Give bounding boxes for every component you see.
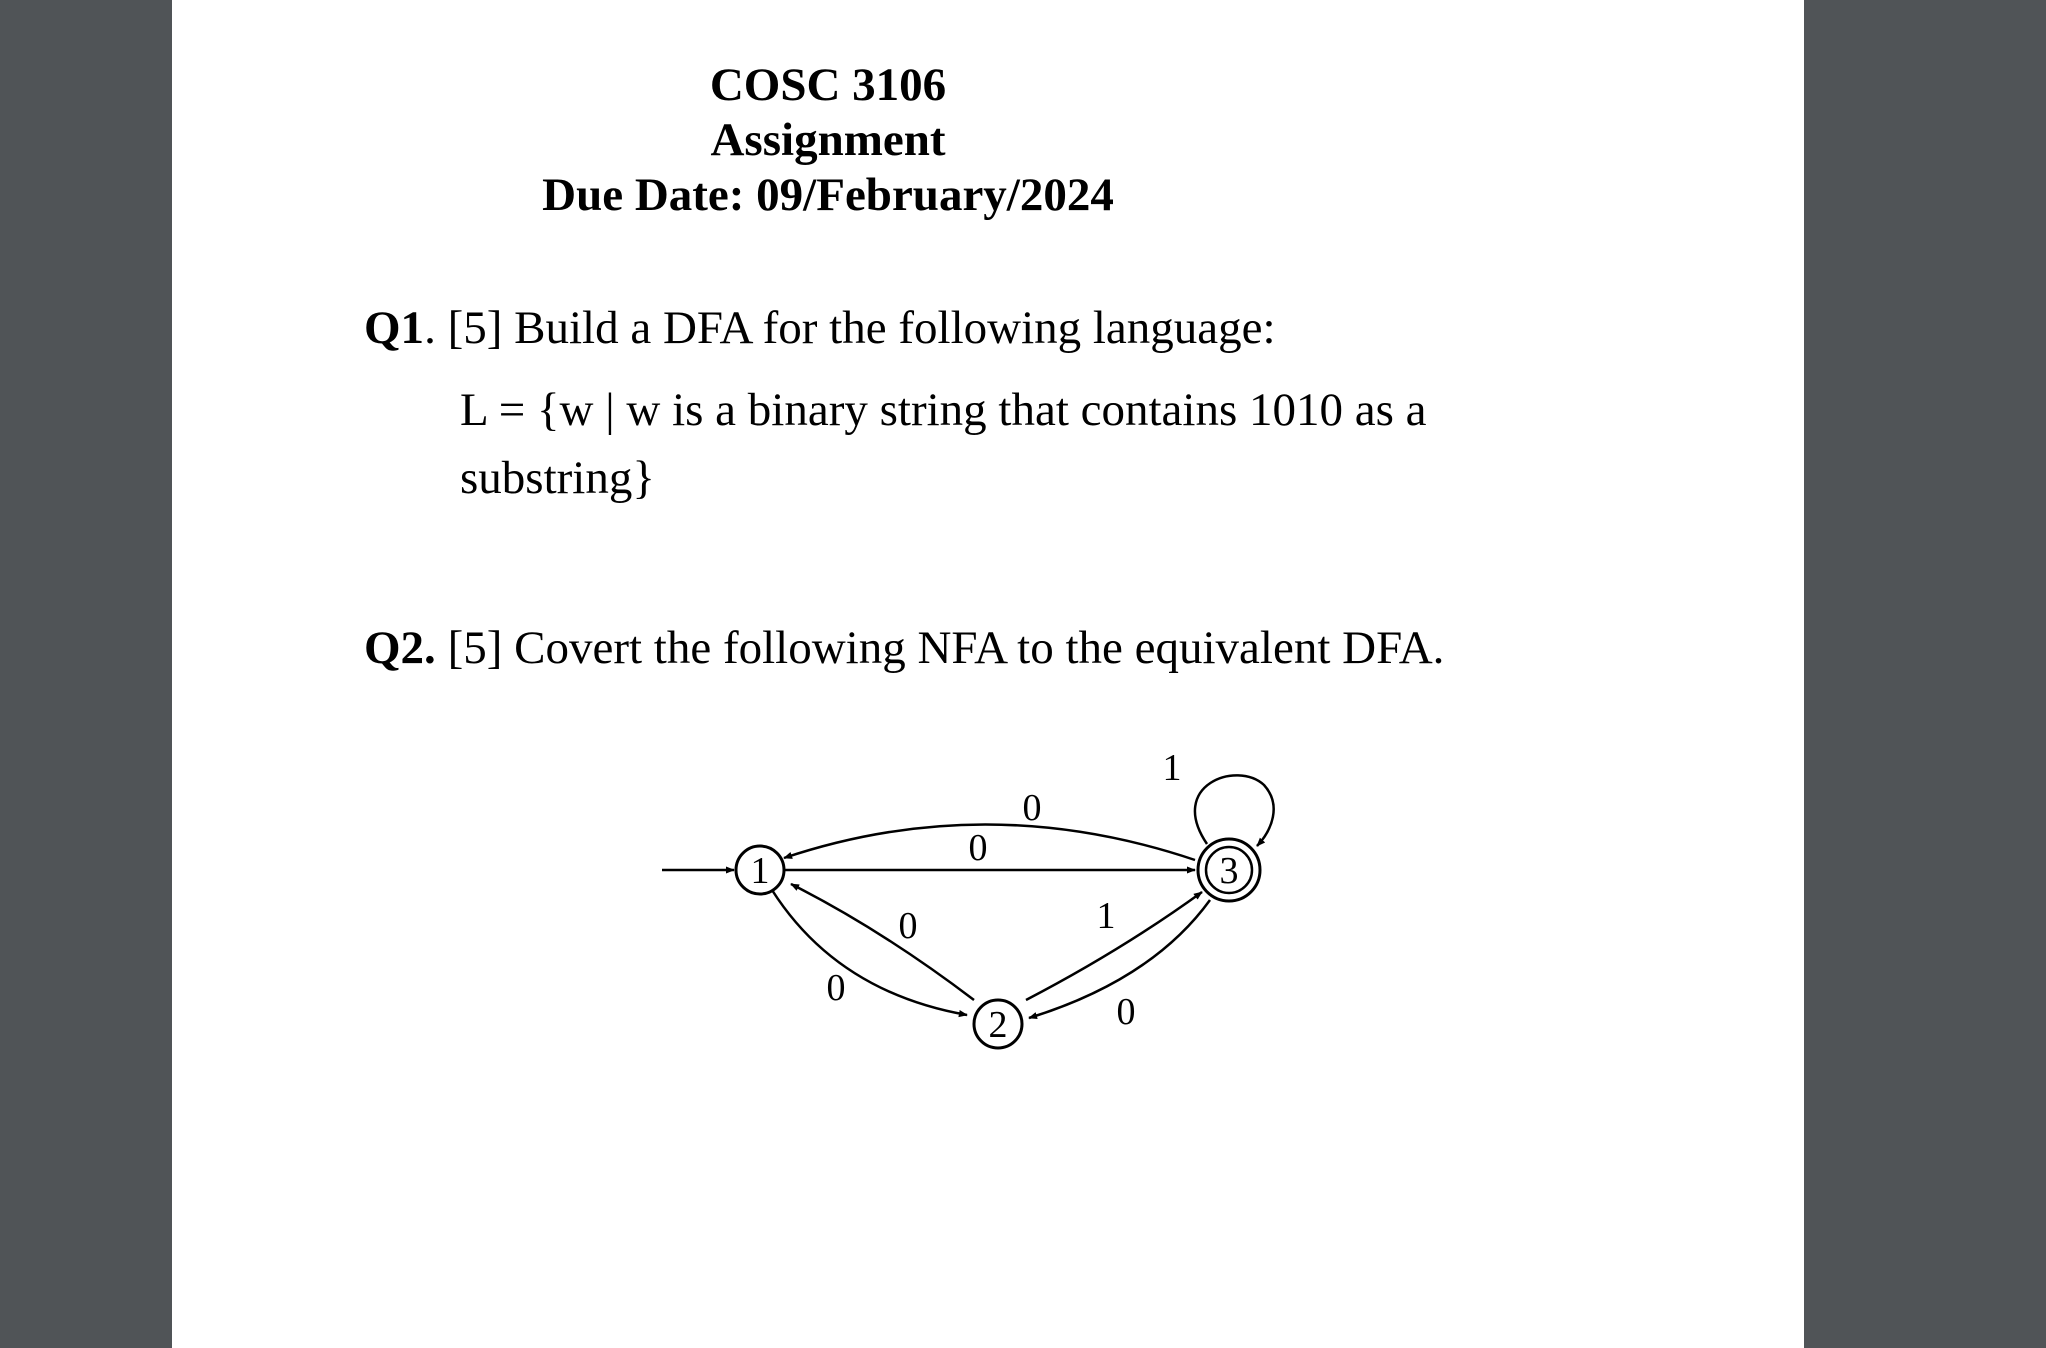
edge-1-to-2 [772, 890, 967, 1015]
label-edge-2-to-1: 0 [898, 905, 918, 947]
label-edge-3-to-2: 0 [1116, 991, 1136, 1033]
document-header [172, 58, 1804, 223]
document-page [172, 0, 1804, 1348]
edge-3-to-1 [784, 824, 1195, 860]
question-2 [364, 620, 1444, 676]
question-1-label: Q1 [364, 302, 425, 354]
question-2-label: Q2. [364, 622, 436, 674]
nfa-svg [612, 730, 1312, 1070]
edge-2-to-1 [791, 884, 974, 1000]
state-3-label: 3 [1219, 850, 1239, 892]
language-definition-line-2: substring} [460, 452, 655, 504]
language-definition-line-1: L = {w | w is a binary string that contains 1010 as a [460, 384, 1427, 436]
due-date: Due Date: 09/February/2024 [542, 169, 1114, 221]
state-1-label: 1 [750, 850, 770, 892]
label-edge-2-to-3: 1 [1096, 895, 1116, 937]
label-edge-1-to-3: 0 [968, 827, 988, 869]
state-2 [974, 1000, 1022, 1048]
state-1 [736, 846, 784, 894]
label-edge-3-to-1: 0 [1022, 787, 1042, 829]
state-3-accepting [1198, 839, 1260, 901]
question-1-text: . [5] Build a DFA for the following language: [424, 302, 1276, 354]
state-2-label: 2 [988, 1004, 1008, 1046]
label-edge-1-to-2: 0 [826, 967, 846, 1009]
nfa-diagram [612, 730, 1312, 1070]
question-2-text: [5] Covert the following NFA to the equivalent DFA. [435, 622, 1445, 674]
label-self-loop-3: 1 [1162, 747, 1182, 789]
course-code: COSC 3106 [709, 59, 947, 111]
edge-3-self-loop [1195, 775, 1274, 846]
document-title: Assignment [710, 114, 946, 166]
question-1 [364, 300, 1276, 356]
